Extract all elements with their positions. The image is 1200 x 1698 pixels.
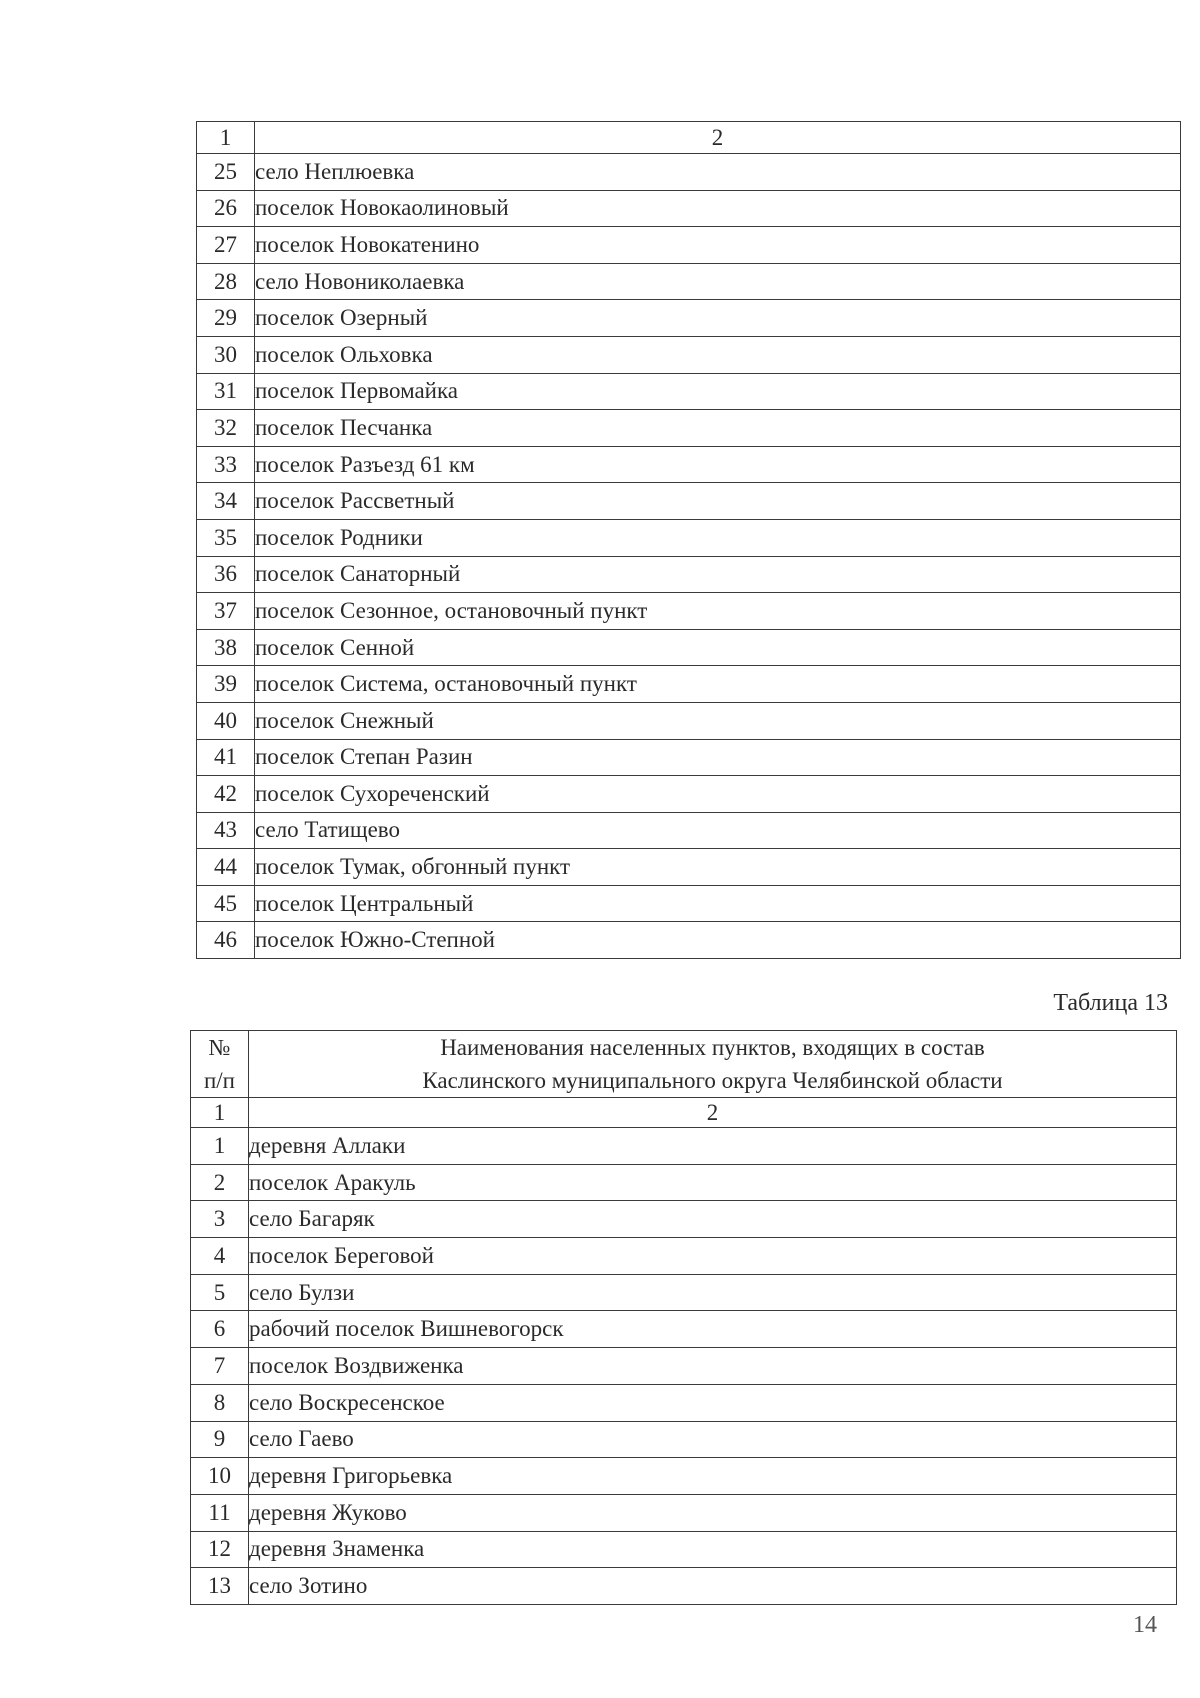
table-row [191, 1311, 1177, 1348]
table-row [197, 739, 1181, 776]
table-row [191, 1128, 1177, 1165]
table-row [197, 190, 1181, 227]
column-index-2: 2 [255, 122, 1181, 154]
table-row [197, 410, 1181, 447]
settlement-name: деревня Аллаки [249, 1128, 1177, 1165]
row-number: 27 [197, 227, 255, 264]
row-number: 34 [197, 483, 255, 520]
settlement-name: поселок Первомайка [255, 373, 1181, 410]
row-number: 26 [197, 190, 255, 227]
settlement-name: поселок Тумак, обгонный пункт [255, 849, 1181, 886]
row-number: 44 [197, 849, 255, 886]
row-number: 40 [197, 702, 255, 739]
table-row [197, 776, 1181, 813]
row-number: 41 [197, 739, 255, 776]
table-row [191, 1531, 1177, 1568]
settlement-name: село Татищево [255, 812, 1181, 849]
header-name-line1: Наименования населенных пунктов, входящих в состав [440, 1035, 985, 1060]
settlement-name: село Багаряк [249, 1201, 1177, 1238]
settlement-name: поселок Родники [255, 519, 1181, 556]
table-row [197, 263, 1181, 300]
settlement-name: поселок Сезонное, остановочный пункт [255, 593, 1181, 630]
header-name-line2: Каслинского муниципального округа Челябинской области [422, 1068, 1003, 1093]
row-number: 12 [191, 1531, 249, 1568]
settlement-name: поселок Центральный [255, 885, 1181, 922]
settlement-name: поселок Снежный [255, 702, 1181, 739]
table-row [191, 1274, 1177, 1311]
row-number: 32 [197, 410, 255, 447]
settlement-name: поселок Воздвиженка [249, 1348, 1177, 1385]
header-number-line2: п/п [203, 1068, 235, 1093]
settlement-name: поселок Ольховка [255, 336, 1181, 373]
settlement-name: село Зотино [249, 1568, 1177, 1605]
header-number-line1: № [208, 1035, 231, 1060]
column-index-2: 2 [249, 1098, 1177, 1128]
settlement-name: поселок Степан Разин [255, 739, 1181, 776]
row-number: 8 [191, 1384, 249, 1421]
settlement-name: поселок Новокатенино [255, 227, 1181, 264]
row-number: 38 [197, 629, 255, 666]
row-number: 4 [191, 1238, 249, 1275]
table-row [197, 154, 1181, 191]
table-row [197, 885, 1181, 922]
kaslinsky-settlements-table [190, 1030, 1177, 1605]
row-number: 35 [197, 519, 255, 556]
settlements-table-continued [196, 121, 1181, 959]
settlement-name: село Новониколаевка [255, 263, 1181, 300]
settlement-name: поселок Сенной [255, 629, 1181, 666]
settlement-name: рабочий поселок Вишневогорск [249, 1311, 1177, 1348]
settlement-name: деревня Жуково [249, 1494, 1177, 1531]
row-number: 10 [191, 1458, 249, 1495]
row-number: 11 [191, 1494, 249, 1531]
settlement-name: деревня Григорьевка [249, 1458, 1177, 1495]
settlement-name: поселок Рассветный [255, 483, 1181, 520]
table-row [191, 1421, 1177, 1458]
row-number: 6 [191, 1311, 249, 1348]
row-number: 3 [191, 1201, 249, 1238]
table-body [191, 1128, 1177, 1605]
settlement-name: поселок Озерный [255, 300, 1181, 337]
table-row [197, 666, 1181, 703]
row-number: 39 [197, 666, 255, 703]
table-header-row [191, 1031, 1177, 1098]
row-number: 7 [191, 1348, 249, 1385]
row-number: 28 [197, 263, 255, 300]
settlement-name: поселок Новокаолиновый [255, 190, 1181, 227]
table-row [197, 446, 1181, 483]
row-number: 46 [197, 922, 255, 959]
header-number-cell [191, 1031, 249, 1098]
column-index-row [191, 1098, 1177, 1128]
table-body [197, 154, 1181, 959]
column-index-row [197, 122, 1181, 154]
row-number: 33 [197, 446, 255, 483]
row-number: 37 [197, 593, 255, 630]
row-number: 29 [197, 300, 255, 337]
table-row [197, 556, 1181, 593]
row-number: 2 [191, 1164, 249, 1201]
row-number: 1 [191, 1128, 249, 1165]
row-number: 31 [197, 373, 255, 410]
row-number: 30 [197, 336, 255, 373]
row-number: 25 [197, 154, 255, 191]
row-number: 42 [197, 776, 255, 813]
table-caption: Таблица 13 [1053, 990, 1168, 1016]
table-row [197, 300, 1181, 337]
settlement-name: поселок Южно-Степной [255, 922, 1181, 959]
table-row [197, 227, 1181, 264]
settlement-name: село Воскресенское [249, 1384, 1177, 1421]
table-row [197, 483, 1181, 520]
column-index-1: 1 [197, 122, 255, 154]
table-row [197, 373, 1181, 410]
table-row [197, 849, 1181, 886]
row-number: 43 [197, 812, 255, 849]
row-number: 45 [197, 885, 255, 922]
row-number: 13 [191, 1568, 249, 1605]
settlement-name: поселок Аракуль [249, 1164, 1177, 1201]
settlement-name: село Булзи [249, 1274, 1177, 1311]
table-row [197, 702, 1181, 739]
row-number: 9 [191, 1421, 249, 1458]
table-row [197, 336, 1181, 373]
table-row [197, 519, 1181, 556]
table-row [191, 1458, 1177, 1495]
table-row [197, 629, 1181, 666]
table-row [191, 1494, 1177, 1531]
table-row [191, 1238, 1177, 1275]
settlement-name: село Гаево [249, 1421, 1177, 1458]
table-row [191, 1201, 1177, 1238]
settlement-name: поселок Система, остановочный пункт [255, 666, 1181, 703]
table-row [191, 1348, 1177, 1385]
table-row [197, 922, 1181, 959]
settlement-name: поселок Сухореченский [255, 776, 1181, 813]
row-number: 36 [197, 556, 255, 593]
settlement-name: поселок Береговой [249, 1238, 1177, 1275]
settlement-name: село Неплюевка [255, 154, 1181, 191]
settlement-name: поселок Разъезд 61 км [255, 446, 1181, 483]
settlement-name: деревня Знаменка [249, 1531, 1177, 1568]
row-number: 5 [191, 1274, 249, 1311]
table-row [197, 812, 1181, 849]
header-name-cell [249, 1031, 1177, 1098]
column-index-1: 1 [191, 1098, 249, 1128]
settlement-name: поселок Санаторный [255, 556, 1181, 593]
page-number: 14 [1133, 1612, 1157, 1638]
table-row [191, 1384, 1177, 1421]
table-row [191, 1164, 1177, 1201]
settlement-name: поселок Песчанка [255, 410, 1181, 447]
table-row [191, 1568, 1177, 1605]
table-row [197, 593, 1181, 630]
